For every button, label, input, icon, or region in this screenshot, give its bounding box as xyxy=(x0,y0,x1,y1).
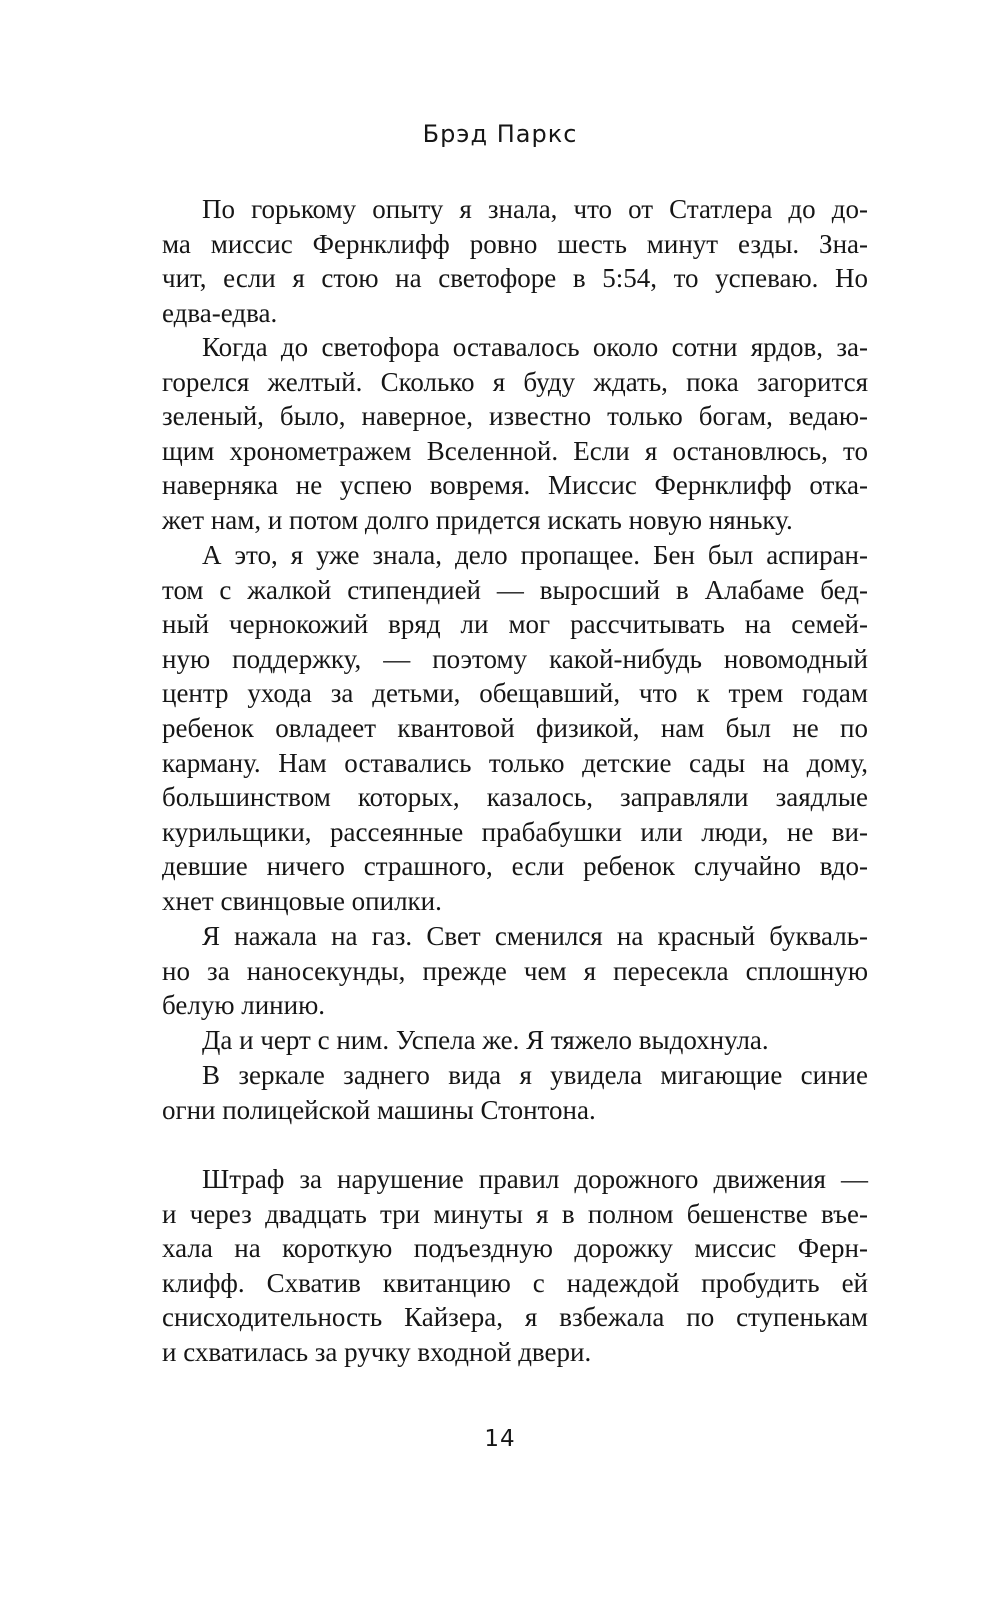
text-line: Я нажала на газ. Свет сменился на красный букваль- xyxy=(202,921,868,951)
text-line: но за наносекунды, прежде чем я пересекла сплошную xyxy=(162,955,868,986)
paragraph xyxy=(162,1058,868,1127)
text-line: том с жалкой стипендией — выросший в Алабаме бед- xyxy=(162,574,868,605)
paragraph xyxy=(162,192,868,330)
running-head: Брэд Паркс xyxy=(422,120,578,148)
text-line: щим хронометражем Вселенной. Если я остановлюсь, то xyxy=(162,435,868,466)
text-line: ма миссис Фернклифф ровно шесть минут езды. Зна- xyxy=(162,228,868,259)
text-line: хнет свинцовые опилки. xyxy=(162,885,442,916)
text-line: снисходительность Кайзера, я взбежала по ступенькам xyxy=(162,1302,868,1333)
text-line: горелся желтый. Сколько я буду ждать, пока загорится xyxy=(162,366,868,397)
text-line: девшие ничего страшного, если ребенок случайно вдо- xyxy=(162,851,868,882)
text-line: огни полицейской машины Стонтона. xyxy=(162,1094,596,1125)
text-line: А это, я уже знала, дело пропащее. Бен был аспиран- xyxy=(202,540,868,570)
text-line: жет нам, и потом долго придется искать новую няньку. xyxy=(162,504,793,535)
text-line: В зеркале заднего вида я увидела мигающие синие xyxy=(202,1060,868,1090)
text-line: курильщики, рассеянные прабабушки или люди, не ви- xyxy=(162,816,868,847)
paragraph xyxy=(162,330,868,538)
text-line: Да и черт с ним. Успела же. Я тяжело выдохнула. xyxy=(202,1025,769,1055)
text-line: хала на короткую подъездную дорожку миссис Ферн- xyxy=(162,1233,868,1264)
text-line: Когда до светофора оставалось около сотни ярдов, за- xyxy=(202,332,868,362)
paragraph xyxy=(162,1162,868,1370)
text-line: наверняка не успею вовремя. Миссис Фернклифф отка- xyxy=(162,470,868,501)
text-line: белую линию. xyxy=(162,990,326,1021)
text-line: Штраф за нарушение правил дорожного движения — xyxy=(202,1164,868,1194)
text-line: карману. Нам оставались только детские сады на дому, xyxy=(162,747,868,778)
text-line: чит, если я стою на светофоре в 5:54, то успеваю. Но xyxy=(162,263,868,294)
text-line: ный чернокожий вряд ли мог рассчитывать на семей- xyxy=(162,609,868,640)
page-number: 14 xyxy=(484,1426,516,1452)
text-line: большинством которых, казалось, заправляли заядлые xyxy=(162,782,868,813)
paragraph xyxy=(162,1023,868,1058)
paragraph xyxy=(162,538,868,919)
text-line: зеленый, было, наверное, известно только богам, ведаю- xyxy=(162,401,868,432)
text-line: ную поддержку, — поэтому какой-нибудь новомодный xyxy=(162,643,868,674)
paragraph xyxy=(162,919,868,1023)
text-line: ребенок овладеет квантовой физикой, нам был не по xyxy=(162,712,868,743)
text-line: едва-едва. xyxy=(162,297,278,328)
text-line: и схватилась за ручку входной двери. xyxy=(162,1336,592,1367)
text-line: клифф. Схватив квитанцию с надеждой пробудить ей xyxy=(162,1267,868,1298)
text-line: и через двадцать три минуты я в полном бешенстве въе- xyxy=(162,1198,868,1229)
text-line: центр ухода за детьми, обещавший, что к трем годам xyxy=(162,678,868,709)
text-line: По горькому опыту я знала, что от Статлера до до- xyxy=(202,194,868,224)
